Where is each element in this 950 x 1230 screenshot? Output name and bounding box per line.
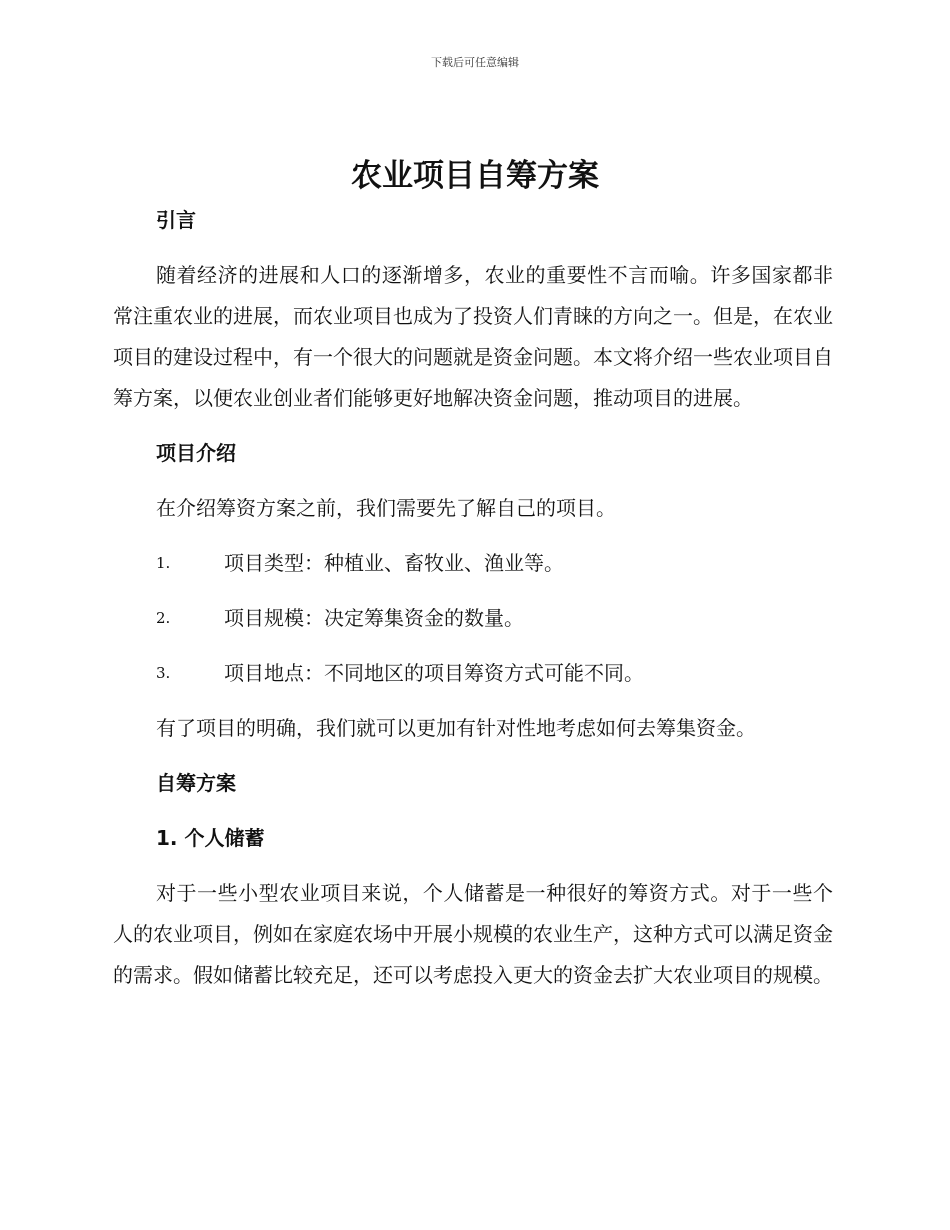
list-item-number: 3.	[156, 664, 171, 682]
list-item-number: 1.	[156, 554, 171, 572]
list-item	[113, 543, 833, 584]
document-title: 农业项目自筹方案	[351, 158, 599, 194]
list-item-number: 2.	[156, 609, 171, 627]
list-item-text: 项目地点：不同地区的项目筹资方式可能不同。	[224, 661, 644, 685]
list-item	[113, 653, 833, 694]
intro-paragraph: 随着经济的进展和人口的逐渐增多，农业的重要性不言而喻。许多国家都非常注重农业的进展，而农业项目也成为了投资人们青睐的方向之一。但是，在农业项目的建设过程中，有一个很大的问题就是资金问题。本文将介绍一些农业项目自筹方案，以便农业创业者们能够更好地解决资金问题，推动项目的进展。	[113, 263, 833, 410]
project-lead-paragraph: 在介绍筹资方案之前，我们需要先了解自己的项目。	[156, 496, 616, 520]
personal-savings-paragraph: 对于一些小型农业项目来说，个人储蓄是一种很好的筹资方式。对于一些个人的农业项目，例如在家庭农场中开展小规模的农业生产，这种方式可以满足资金的需求。假如储蓄比较充足，还可以考虑投入更大的资金去扩大农业项目的规模。	[113, 881, 833, 987]
list-item-text: 项目类型：种植业、畜牧业、渔业等。	[224, 551, 564, 575]
subsection-heading-personal-savings: 1. 个人储蓄	[156, 826, 265, 850]
document-body	[113, 200, 833, 996]
page-header-note: 下载后可任意编辑	[431, 56, 519, 69]
section-heading-project: 项目介绍	[156, 441, 236, 465]
section-heading-intro: 引言	[156, 208, 196, 232]
project-list	[113, 543, 833, 694]
section-heading-plan: 自筹方案	[156, 771, 236, 795]
list-item-text: 项目规模：决定筹集资金的数量。	[224, 606, 524, 630]
list-item	[113, 598, 833, 639]
project-conclusion-paragraph: 有了项目的明确，我们就可以更加有针对性地考虑如何去筹集资金。	[156, 716, 756, 740]
